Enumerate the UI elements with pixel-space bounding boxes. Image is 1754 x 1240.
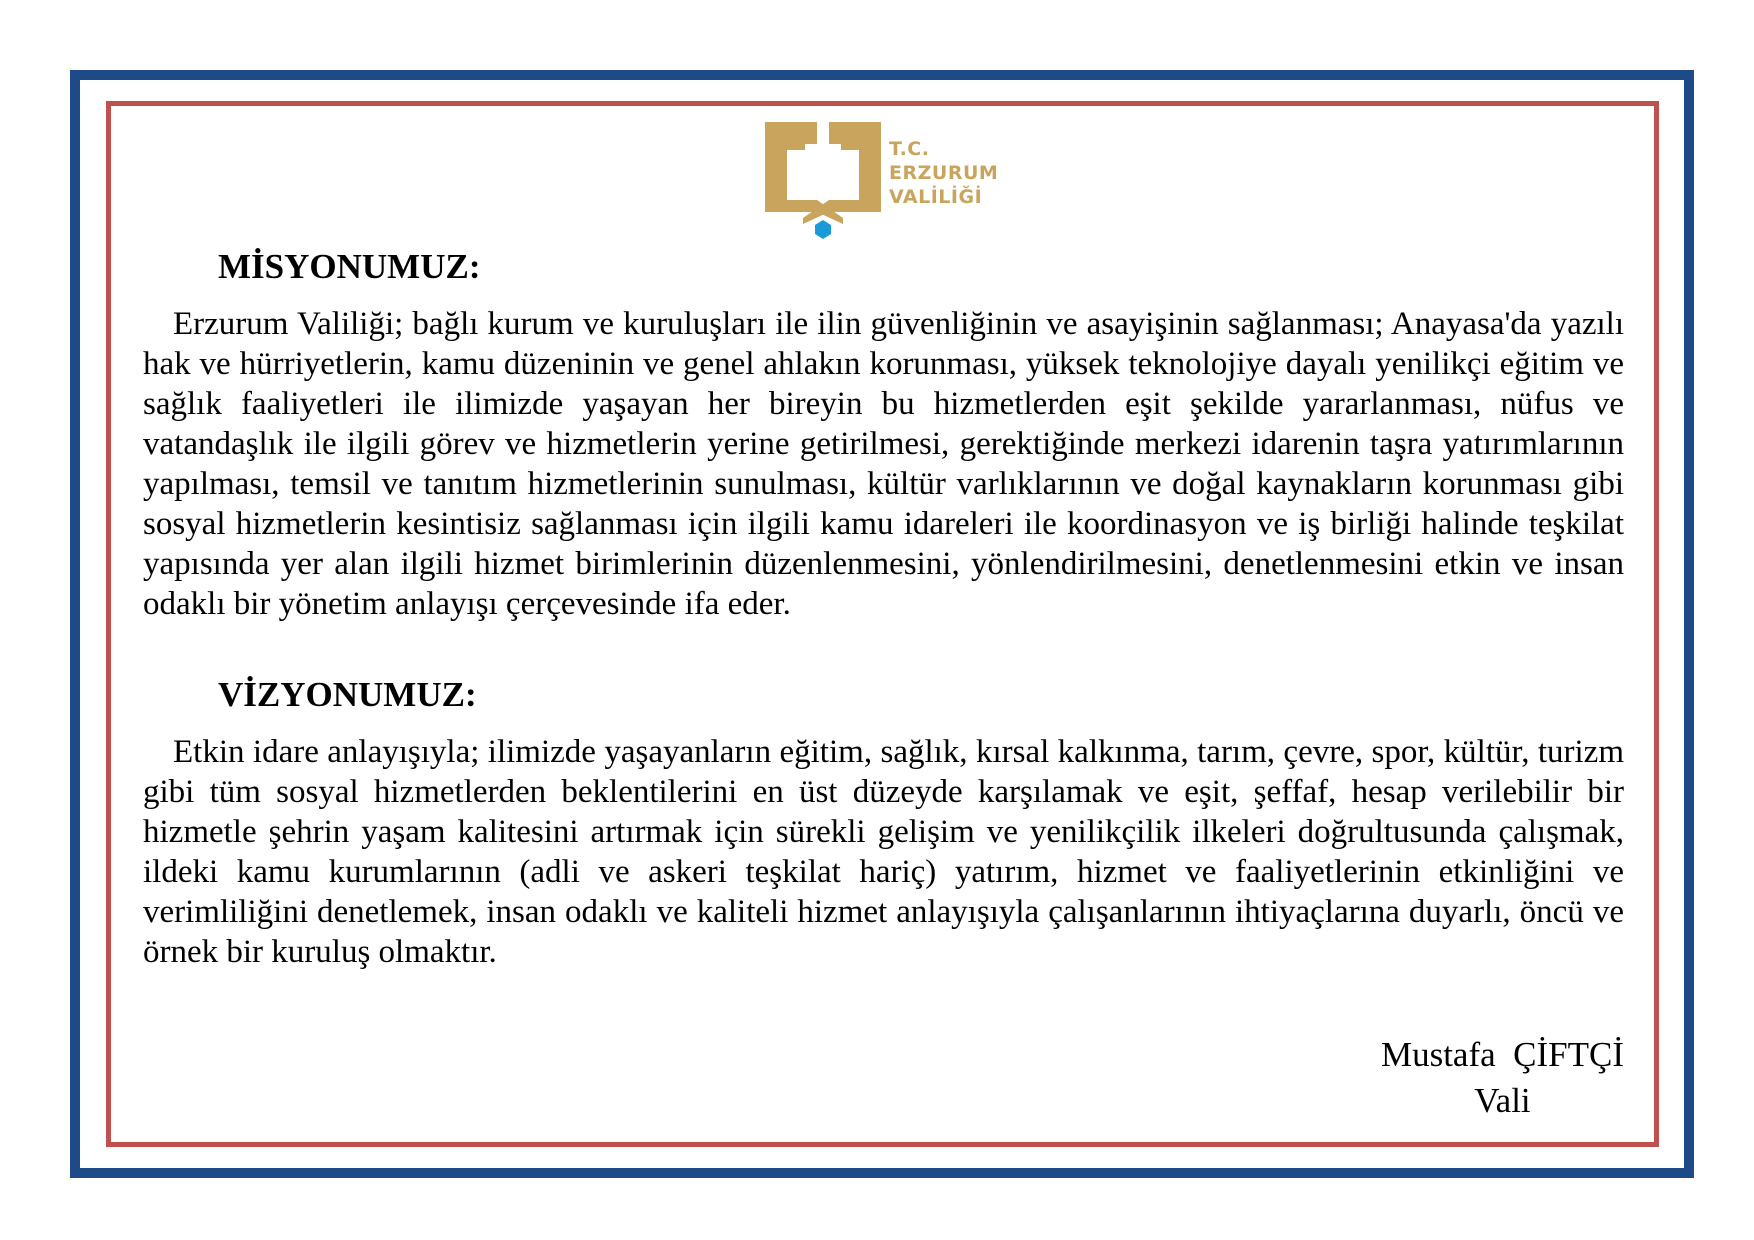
logo-gem-icon xyxy=(815,220,831,239)
logo-emblem-left-notch xyxy=(805,122,817,144)
logo-text-tc: T.C. xyxy=(889,138,930,160)
mission-paragraph: Erzurum Valiliği; bağlı kurum ve kuruluşları ile ilin güvenliğinin ve asayişinin sağlanması; Anayasa'da yazılı hak ve hürriyetlerin, kamu düzeninin ve genel ahlakın korunması, yüksek teknolojiye dayalı yenilikçi eğitim ve sağlık faaliyetleri ile ilimizde yaşayan her bireyin bu hizmetlerden eşit şekilde yararlanması, nüfus ve vatandaşlık ile ilgili görev ve hizmetlerin yerine getirilmesi, gerektiğinde merkezi idarenin taşra yatırımlarının yapılması, temsil ve tanıtım hizmetlerinin sunulması, kültür varlıklarının ve doğal kaynakların korunması gibi sosyal hizmetlerin kesintisiz sağlanması için ilgili kamu idareleri ile koordinasyon ve iş birliği halinde teşkilat yapısında yer alan ilgili hizmet birimlerinin düzenlenmesini, yönlendirilmesini, denetlenmesini etkin ve insan odaklı bir yönetim anlayışı çerçevesinde ifa eder. xyxy=(143,306,1624,622)
logo-emblem-right-notch xyxy=(829,122,841,144)
signature-block xyxy=(1381,1032,1624,1124)
vision-heading: VİZYONUMUZ: xyxy=(218,675,477,714)
logo-text-governorship: VALİLİĞİ xyxy=(889,186,983,208)
signature-name: Mustafa ÇİFTÇİ xyxy=(1380,1035,1624,1074)
signature-title: Vali xyxy=(1474,1081,1531,1120)
logo-text-city: ERZURUM xyxy=(889,162,999,184)
mission-heading: MİSYONUMUZ: xyxy=(218,247,481,286)
vision-paragraph: Etkin idare anlayışıyla; ilimizde yaşayanların eğitim, sağlık, kırsal kalkınma, tarım, çevre, spor, kültür, turizm gibi tüm sosyal hizmetlerden beklentilerini en üst düzeyde karşılamak ve eşit, şeffaf, hesap verilebilir bir hizmetle şehrin yaşam kalitesini artırmak için sürekli gelişim ve yenilikçilik ilkeleri doğrultusunda çalışmak, ildeki kamu kurumlarının (adli ve askeri teşkilat hariç) yatırım, hizmet ve faaliyetlerinin etkinliğini ve verimliliğini denetlemek, insan odaklı ve kaliteli hizmet anlayışıyla çalışanlarının ihtiyaçlarına duyarlı, öncü ve örnek bir kuruluş olmaktır. xyxy=(143,734,1624,970)
logo-text xyxy=(889,137,998,209)
